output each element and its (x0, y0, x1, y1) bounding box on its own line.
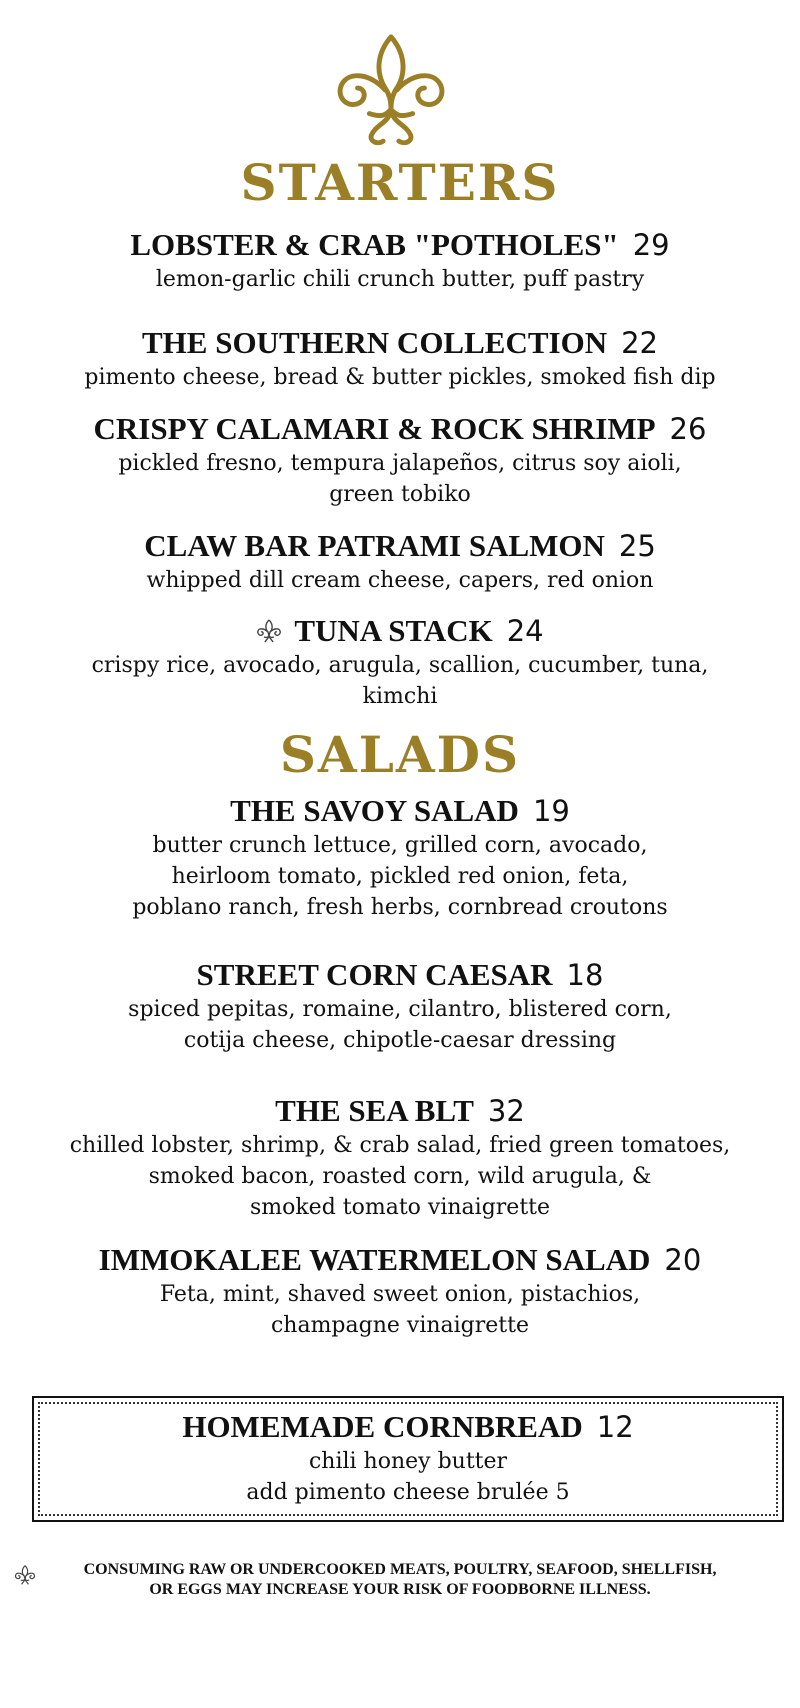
item-description: chilled lobster, shrimp, & crab salad, fried green tomatoes, smoked bacon, roasted corn, wild arugula, & smoked tomato vinaigrette (69, 1133, 731, 1220)
menu-item (0, 226, 800, 295)
disclaimer-line: CONSUMING RAW OR UNDERCOOKED MEATS, POULTRY, SEAFOOD, SHELLFISH, (83, 1561, 717, 1578)
item-heading (0, 612, 800, 650)
item-price: 24 (506, 614, 544, 648)
item-name: HOMEMADE CORNBREAD (182, 1409, 583, 1444)
menu-item (0, 612, 800, 712)
item-name: IMMOKALEE WATERMELON SALAD (98, 1242, 651, 1277)
menu-item (0, 1241, 800, 1341)
item-description: whipped dill cream cheese, capers, red onion (146, 568, 654, 593)
item-addon: add pimento cheese brulée 5 (246, 1480, 570, 1505)
menu-item (0, 956, 800, 1056)
item-description: chili honey butter (308, 1449, 508, 1474)
item-name: CLAW BAR PATRAMI SALMON (144, 528, 605, 563)
item-description: lemon-garlic chili crunch butter, puff pastry (155, 267, 645, 292)
item-description: pimento cheese, bread & butter pickles, smoked fish dip (84, 365, 716, 390)
item-description: pickled fresno, tempura jalapeños, citrus soy aioli, green tobiko (118, 451, 682, 507)
item-name: TUNA STACK (294, 613, 493, 648)
item-price: 18 (566, 958, 604, 992)
item-heading (0, 410, 800, 448)
menu-item (0, 1092, 800, 1223)
section-title-salads: SALADS (279, 725, 521, 784)
item-name: THE SAVOY SALAD (230, 793, 519, 828)
item-description: Feta, mint, shaved sweet onion, pistachios, champagne vinaigrette (159, 1282, 641, 1338)
fleur-de-lis-icon (256, 619, 282, 643)
item-heading (0, 324, 800, 362)
item-name: LOBSTER & CRAB "POTHOLES" (130, 227, 619, 262)
item-heading (0, 1092, 800, 1130)
section-title-starters: STARTERS (240, 153, 560, 212)
item-heading (0, 956, 800, 994)
item-heading (0, 1241, 800, 1279)
item-description: butter crunch lettuce, grilled corn, avocado, heirloom tomato, pickled red onion, feta, poblano ranch, fresh herbs, cornbread croutons (132, 833, 668, 920)
cornbread-box (32, 1396, 784, 1522)
item-heading (34, 1408, 782, 1446)
fleur-de-lis-icon (14, 1564, 36, 1586)
item-price: 19 (532, 794, 570, 828)
item-price: 26 (669, 412, 707, 446)
menu-item (0, 324, 800, 393)
item-heading (0, 226, 800, 264)
item-price: 20 (664, 1243, 702, 1277)
item-price: 25 (618, 529, 656, 563)
menu-item (34, 1408, 782, 1508)
health-disclaimer (10, 1560, 790, 1600)
menu-item (0, 792, 800, 923)
item-price: 32 (487, 1094, 525, 1128)
item-name: STREET CORN CAESAR (196, 957, 553, 992)
item-name: CRISPY CALAMARI & ROCK SHRIMP (93, 411, 656, 446)
item-heading (0, 792, 800, 830)
item-description: spiced pepitas, romaine, cilantro, blistered corn, cotija cheese, chipotle-caesar dressing (128, 997, 672, 1053)
item-price: 29 (632, 228, 670, 262)
item-price: 22 (621, 326, 658, 360)
menu-item (0, 410, 800, 510)
menu-item (0, 527, 800, 596)
fleur-de-lis-icon (332, 32, 450, 148)
item-description: crispy rice, avocado, arugula, scallion, cucumber, tuna, kimchi (91, 653, 709, 709)
disclaimer-line: OR EGGS MAY INCREASE YOUR RISK OF FOODBORNE ILLNESS. (149, 1581, 651, 1598)
item-name: THE SEA BLT (275, 1093, 474, 1128)
item-heading (0, 527, 800, 565)
item-name: THE SOUTHERN COLLECTION (141, 325, 608, 360)
item-price: 12 (596, 1410, 634, 1444)
